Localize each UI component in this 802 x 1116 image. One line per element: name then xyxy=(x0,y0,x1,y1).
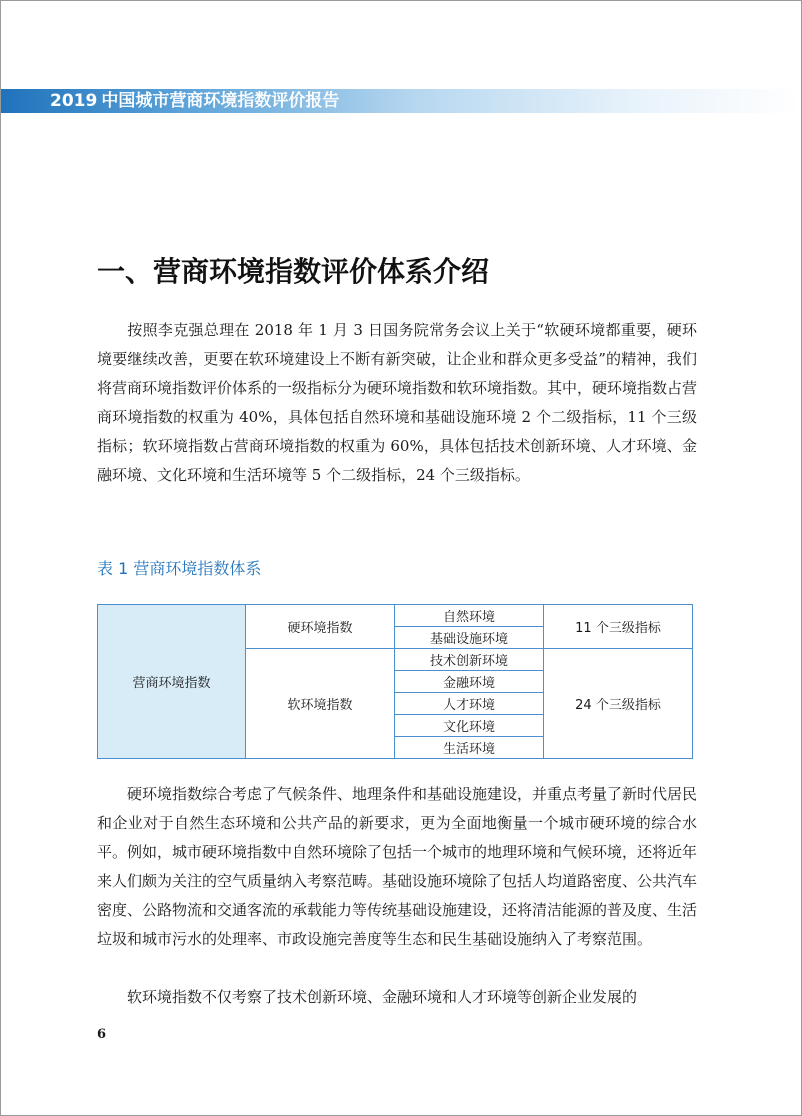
soft-count-cell: 24 个三级指标 xyxy=(544,649,693,759)
sub-indicator-cell: 生活环境 xyxy=(395,737,544,759)
header-title-text: 中国城市营商环境指数评价报告 xyxy=(101,91,340,111)
hard-env-cell: 硬环境指数 xyxy=(246,605,395,649)
paragraph-hard-env-text: 硬环境指数综合考虑了气候条件、地理条件和基础设施建设，并重点考量了新时代居民和企业对于自然生态环境和公共产品的新要求，更为全面地衡量一个城市硬环境的综合水平。例如，城市硬环境指数中自然环境除了包括一个城市的地理环境和气候环境，还将近年来人们颇为关注的空气质量纳入考察范畴。基础设施环境除了包括人均道路密度、公共汽车密度、公路物流和交通客流的承载能力等传统基础设施建设，还将清洁能源的普及度、生活垃圾和城市污水的处理率、市政设施完善度等生态和民生基础设施纳入了考察范围。 xyxy=(97,785,698,948)
section-heading: 一、营商环境指数评价体系介绍 xyxy=(97,255,490,288)
paragraph-soft-env-text: 软环境指数不仅考察了技术创新环境、金融环境和人才环境等创新企业发展的 xyxy=(127,988,638,1006)
table-row xyxy=(98,605,693,627)
paragraph-intro xyxy=(97,316,697,490)
paragraph-hard-env xyxy=(97,780,697,954)
sub-indicator-cell: 技术创新环境 xyxy=(395,649,544,671)
sub-indicator-cell: 人才环境 xyxy=(395,693,544,715)
soft-env-cell: 软环境指数 xyxy=(246,649,395,759)
header-year: 2019 xyxy=(50,91,98,111)
index-system-table xyxy=(97,604,693,759)
sub-indicator-cell: 金融环境 xyxy=(395,671,544,693)
paragraph-soft-env xyxy=(97,983,697,1012)
running-header xyxy=(50,89,339,113)
sub-indicator-cell: 基础设施环境 xyxy=(395,627,544,649)
sub-indicator-cell: 文化环境 xyxy=(395,715,544,737)
level1-cell: 营商环境指数 xyxy=(98,605,246,759)
sub-indicator-cell: 自然环境 xyxy=(395,605,544,627)
page-number: 6 xyxy=(97,1027,107,1042)
paragraph-intro-text: 按照李克强总理在 2018 年 1 月 3 日国务院常务会议上关于“软硬环境都重要，硬环境要继续改善，更要在软环境建设上不断有新突破，让企业和群众更多受益”的精神，我们将营商环境指数评价体系的一级指标分为硬环境指数和软环境指数。其中，硬环境指数占营商环境指数的权重为 40%，具体包括自然环境和基础设施环境 2 个二级指标，11 个三级指标；软环境指数占营商环境指数的权重为 60%，具体包括技术创新环境、人才环境、金融环境、文化环境和生活环境等 5 个二级指标，24 个三级指标。 xyxy=(97,321,698,484)
table-caption: 表 1 营商环境指数体系 xyxy=(97,559,262,578)
hard-count-cell: 11 个三级指标 xyxy=(544,605,693,649)
